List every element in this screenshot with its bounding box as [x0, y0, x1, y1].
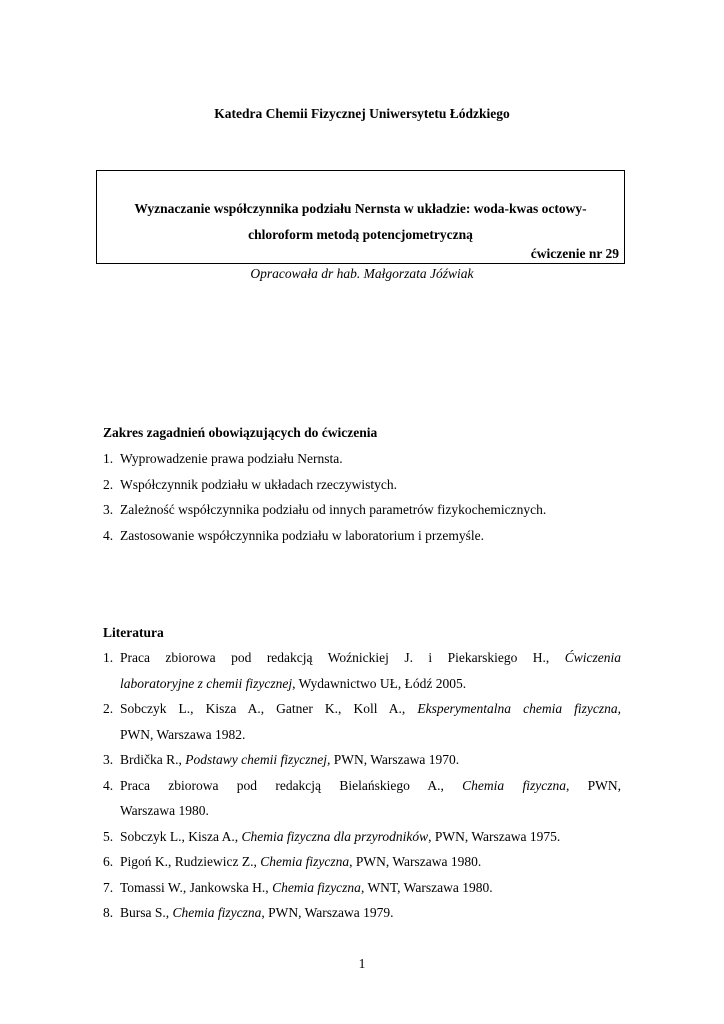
- literature-list: [103, 645, 621, 926]
- scope-list: [103, 446, 621, 548]
- title-box: [96, 170, 625, 264]
- page-number: 1: [358, 956, 366, 971]
- list-item: 3. Zależność współczynnika podziału od innych parametrów fizykochemicznych.: [103, 502, 547, 517]
- author: Opracowała dr hab. Małgorzata Jóźwiak: [250, 266, 474, 281]
- exercise-title-line1: Wyznaczanie współczynnika podziału Nernsta w układzie: woda-kwas octowy-: [134, 201, 587, 216]
- department-header: Katedra Chemii Fizycznej Uniwersytetu Łódzkiego: [214, 106, 510, 121]
- list-item: 4. Zastosowanie współczynnika podziału w laboratorium i przemyśle.: [103, 527, 485, 543]
- list-item: 5. Sobczyk L., Kisza A., Chemia fizyczna dla przyrodników, PWN, Warszawa 1975.: [103, 828, 561, 844]
- list-item: 2. Sobczyk L., Kisza A., Gatner K., Koll A., Eksperymentalna chemia fizyczna, PWN, Warszawa 1982.: [103, 701, 621, 742]
- list-item: 4. Praca zbiorowa pod redakcją Bielańskiego A., Chemia fizyczna, PWN, Warszawa 1980.: [103, 777, 621, 818]
- list-item: 3. Brdička R., Podstawy chemii fizycznej, PWN, Warszawa 1970.: [103, 752, 460, 767]
- list-item: 2. Współczynnik podziału w układach rzeczywistych.: [103, 476, 398, 492]
- exercise-title: [97, 196, 624, 248]
- scope-heading: Zakres zagadnień obowiązujących do ćwiczenia: [103, 425, 378, 440]
- list-item: 1. Wyprowadzenie prawa podziału Nernsta.: [103, 451, 343, 466]
- list-item: 1. Praca zbiorowa pod redakcją Woźnickiej J. i Piekarskiego H., Ćwiczenia laboratoryjne z chemii fizycznej, Wydawnictwo UŁ, Łódź 2005.: [103, 650, 621, 691]
- exercise-title-line2: chloroform metodą potencjometryczną: [248, 227, 473, 242]
- exercise-number: ćwiczenie nr 29: [530, 246, 619, 261]
- list-item: 6. Pigoń K., Rudziewicz Z., Chemia fizyczna, PWN, Warszawa 1980.: [103, 854, 482, 869]
- literature-heading: Literatura: [103, 625, 164, 640]
- list-item: 8. Bursa S., Chemia fizyczna, PWN, Warszawa 1979.: [103, 905, 394, 920]
- list-item: 7. Tomassi W., Jankowska H., Chemia fizyczna, WNT, Warszawa 1980.: [103, 879, 493, 895]
